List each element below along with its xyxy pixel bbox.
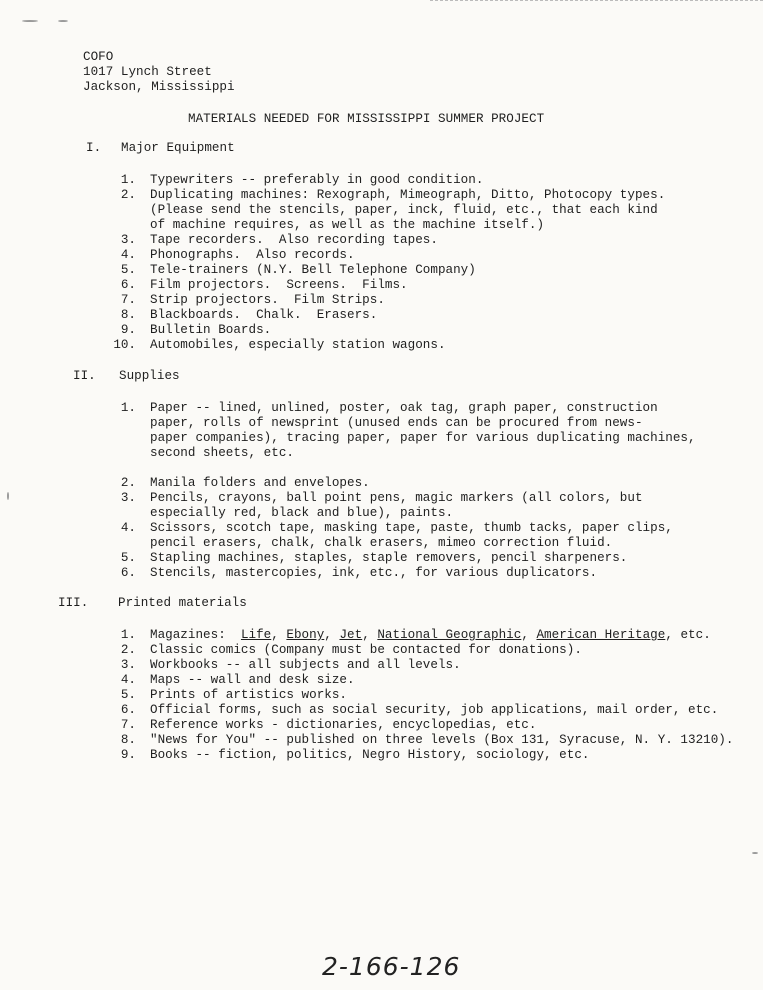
item-text-line: Stapling machines, staples, staple removers, pencil sharpeners. xyxy=(150,551,628,565)
item-text-line: Reference works - dictionaries, encyclopedias, etc. xyxy=(150,718,537,732)
item-text-line: especially red, black and blue), paints. xyxy=(150,506,454,520)
item-number: 2. xyxy=(120,476,136,490)
item-text-line: Magazines: Life, Ebony, Jet, National Geographic, American Heritage, etc. xyxy=(150,628,711,642)
handwritten-note: 2-166-126 xyxy=(322,952,461,981)
scan-speck xyxy=(58,20,68,22)
magazines-prefix: Magazines: xyxy=(150,628,241,642)
item-text-line: Official forms, such as social security, job applications, mail order, etc. xyxy=(150,703,719,717)
item-number: 3. xyxy=(120,233,136,247)
item-number: 4. xyxy=(120,521,136,535)
item-text-line: Manila folders and envelopes. xyxy=(150,476,370,490)
magazines-suffix: , etc. xyxy=(665,628,711,642)
scan-edge-mark xyxy=(430,0,763,4)
item-text-line: Stencils, mastercopies, ink, etc., for various duplicators. xyxy=(150,566,598,580)
item-number: 2. xyxy=(120,188,136,202)
item-text-line: Paper -- lined, unlined, poster, oak tag, graph paper, construction xyxy=(150,401,658,415)
item-text-line: Tele-trainers (N.Y. Bell Telephone Company) xyxy=(150,263,476,277)
item-text-line: Film projectors. Screens. Films. xyxy=(150,278,408,292)
item-number: 4. xyxy=(120,673,136,687)
header-org: COFO xyxy=(83,50,114,64)
section-title: Printed materials xyxy=(118,596,247,610)
item-text-line: Strip projectors. Film Strips. xyxy=(150,293,385,307)
header-city: Jackson, Mississippi xyxy=(83,80,235,94)
item-text-line: of machine requires, as well as the machine itself.) xyxy=(150,218,545,232)
item-number: 5. xyxy=(120,551,136,565)
section-title: Supplies xyxy=(119,369,180,383)
item-number: 6. xyxy=(120,703,136,717)
section-numeral: I. xyxy=(86,141,102,155)
item-text-line: (Please send the stencils, paper, inck, fluid, etc., that each kind xyxy=(150,203,658,217)
item-text-line: Typewriters -- preferably in good condition. xyxy=(150,173,484,187)
item-text-line: Tape recorders. Also recording tapes. xyxy=(150,233,438,247)
scan-speck xyxy=(22,20,38,22)
item-number: 3. xyxy=(120,658,136,672)
magazine-title: American Heritage xyxy=(536,628,666,642)
item-text-line: Automobiles, especially station wagons. xyxy=(150,338,446,352)
magazine-title: National Geographic xyxy=(377,628,522,642)
magazine-title: Jet xyxy=(339,628,363,642)
item-text-line: Maps -- wall and desk size. xyxy=(150,673,355,687)
item-number: 9. xyxy=(120,748,136,762)
item-number: 5. xyxy=(120,263,136,277)
item-number: 5. xyxy=(120,688,136,702)
item-number: 6. xyxy=(120,278,136,292)
scan-speck xyxy=(7,492,9,500)
item-number: 1. xyxy=(120,173,136,187)
item-text-line: "News for You" -- published on three levels (Box 131, Syracuse, N. Y. 13210). xyxy=(150,733,734,747)
item-text-line: Prints of artistics works. xyxy=(150,688,348,702)
section-title: Major Equipment xyxy=(121,141,235,155)
item-number: 1. xyxy=(120,401,136,415)
item-number: 8. xyxy=(120,308,136,322)
item-text-line: Duplicating machines: Rexograph, Mimeograph, Ditto, Photocopy types. xyxy=(150,188,666,202)
item-text-line: pencil erasers, chalk, chalk erasers, mimeo correction fluid. xyxy=(150,536,613,550)
scan-speck xyxy=(752,852,758,854)
item-text-line: second sheets, etc. xyxy=(150,446,294,460)
item-text-line: paper companies), tracing paper, paper for various duplicating machines, xyxy=(150,431,696,445)
item-text-line: Classic comics (Company must be contacted for donations). xyxy=(150,643,582,657)
item-text-line: Books -- fiction, politics, Negro History, sociology, etc. xyxy=(150,748,590,762)
header-street: 1017 Lynch Street xyxy=(83,65,212,79)
item-number: 4. xyxy=(120,248,136,262)
item-text-line: Blackboards. Chalk. Erasers. xyxy=(150,308,378,322)
item-text-line: Workbooks -- all subjects and all levels. xyxy=(150,658,461,672)
item-text-line: Phonographs. Also records. xyxy=(150,248,355,262)
magazine-title: Life xyxy=(240,628,272,642)
item-text-line: Bulletin Boards. xyxy=(150,323,272,337)
item-number: 1. xyxy=(120,628,136,642)
item-number: 3. xyxy=(120,491,136,505)
item-number: 7. xyxy=(120,718,136,732)
item-number: 6. xyxy=(120,566,136,580)
magazine-title: Ebony xyxy=(286,628,325,642)
item-number: 7. xyxy=(120,293,136,307)
item-number: 9. xyxy=(120,323,136,337)
section-numeral: III. xyxy=(58,596,89,610)
item-text-line: Pencils, crayons, ball point pens, magic markers (all colors, but xyxy=(150,491,643,505)
item-number: 2. xyxy=(120,643,136,657)
item-number: 10. xyxy=(113,338,136,352)
document-title: MATERIALS NEEDED FOR MISSISSIPPI SUMMER PROJECT xyxy=(188,112,545,126)
section-numeral: II. xyxy=(73,369,96,383)
item-text-line: Scissors, scotch tape, masking tape, paste, thumb tacks, paper clips, xyxy=(150,521,673,535)
item-text-line: paper, rolls of newsprint (unused ends can be procured from news- xyxy=(150,416,643,430)
item-number: 8. xyxy=(120,733,136,747)
